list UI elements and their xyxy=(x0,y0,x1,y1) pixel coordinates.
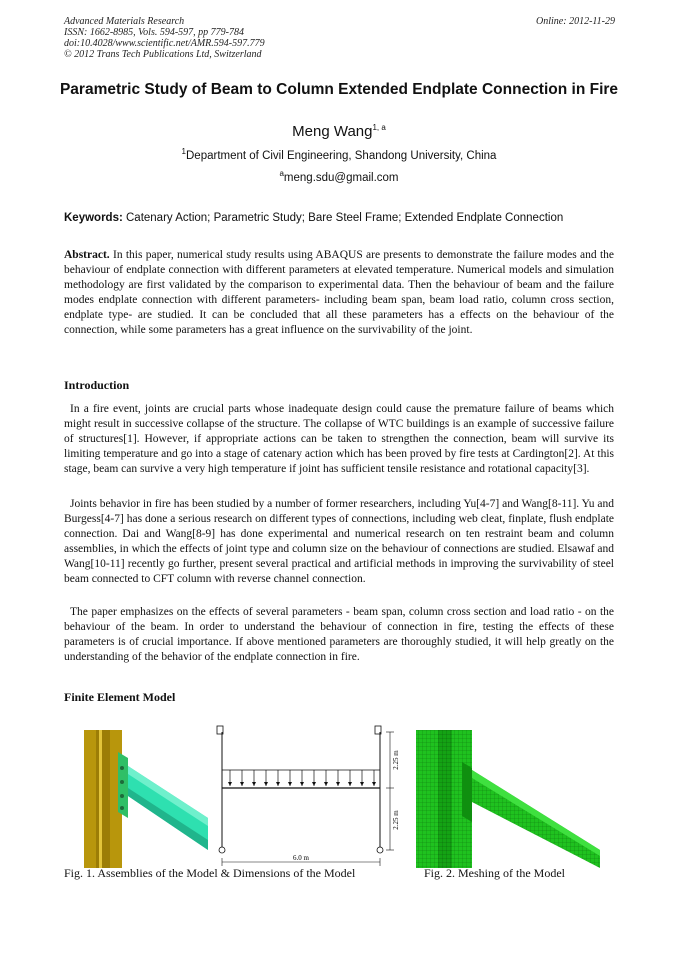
intro-paragraph-3: The paper emphasizes on the effects of several parameters - beam span, column cross section and load ratio - on the behaviour of the beam. In order to understand the behaviour of connection in fire, testing the effects of these parameters is of crucial importance. If above mentioned parameters are thoroughly studied, it will help greatly on the understanding of the behavior of the endplate connection in fire. xyxy=(64,606,614,663)
abstract-text: In this paper, numerical study results using ABAQUS are presents to demonstrate the failure modes and the behaviour of endplate connection with different parameters at elevated temperature. Numerical models and simulation methodology are first validated by the comparison to experimental data. Then the behaviour of beam and the failure modes endplate connection with different parameters- including beam span, beam load ratio, column cross section, endplate type- are studied. It can be concluded that all these parameters has a effects on the behaviour of the connection, while some parameters has a great influence on the survivability of the joint. xyxy=(64,249,615,336)
keywords xyxy=(64,212,624,224)
abstract xyxy=(64,248,614,337)
dim-span-label: 6.0 m xyxy=(293,854,309,862)
keywords-label: Keywords: xyxy=(64,212,123,224)
dim-lower-label: 2.25 m xyxy=(392,810,400,830)
fem-heading: Finite Element Model xyxy=(64,690,176,704)
affiliation xyxy=(0,147,678,162)
email-sup: a xyxy=(279,169,284,179)
paper-title: Parametric Study of Beam to Column Extended Endplate Connection in Fire xyxy=(59,81,619,98)
email-text: meng.sdu@gmail.com xyxy=(283,172,399,184)
journal-header xyxy=(64,16,265,60)
mesh-render-figure xyxy=(414,722,600,868)
copyright-line: © 2012 Trans Tech Publications Ltd, Switzerland xyxy=(64,49,262,60)
figure-1-caption: Fig. 1. Assemblies of the Model & Dimensions of the Model xyxy=(64,866,356,880)
email-line xyxy=(0,169,678,184)
dim-upper-label: 2.25 m xyxy=(392,750,400,770)
intro-paragraph-2: Joints behavior in fire has been studied by a number of former researchers, including Yu[4-7] and Wang[8-11]. Yu and Burgess[4-7] has done a serious research on different types of connections, including web cleat, finplate, flush endplate connection. Dai and Wang[8-9] has done experimental and numerical research on ten restraint beam and column assemblies, in which the effects of joint type and column size on the behaviour of connections are studied. Elsawaf and Wang[10-11] recently go further, present several practical and artificial methods in improving the survivability of steel beam connected to CFT column with reverse channel connection. xyxy=(64,498,614,585)
assembly-render-figure xyxy=(82,722,208,868)
author-name: Meng Wang xyxy=(292,123,373,140)
intro-paragraph-1: In a fire event, joints are crucial parts whose inadequate design could cause the premature failure of beams which might result in successive collapse of the structure. The collapse of WTC buildings is an example of successive failure of structures[1]. However, if appropriate actions can be taken to strengthen the connection, beam will survive its limiting temperature and go into a stage of catenary action which has been proved by fire tests at Cardington[2]. At this stage, beam can survive a very high temperature if joint has sufficient tensile resistance and rotational capacity[3]. xyxy=(64,403,614,475)
doi-line: doi:10.4028/www.scientific.net/AMR.594-597.779 xyxy=(64,38,265,49)
author-line xyxy=(0,123,678,140)
introduction-heading: Introduction xyxy=(64,378,130,392)
keywords-text: Catenary Action; Parametric Study; Bare Steel Frame; Extended Endplate Connection xyxy=(126,212,564,224)
author-sup: 1, a xyxy=(372,123,386,132)
affiliation-text: Department of Civil Engineering, Shandong University, China xyxy=(186,150,497,162)
affiliation-sup: 1 xyxy=(181,147,186,157)
online-date: Online: 2012-11-29 xyxy=(536,16,615,27)
figure-2-caption: Fig. 2. Meshing of the Model xyxy=(424,866,565,880)
dimensions-diagram xyxy=(210,722,402,868)
abstract-label: Abstract. xyxy=(64,249,110,261)
journal-name: Advanced Materials Research xyxy=(64,16,185,27)
issn-line: ISSN: 1662-8985, Vols. 594-597, pp 779-784 xyxy=(64,27,244,38)
